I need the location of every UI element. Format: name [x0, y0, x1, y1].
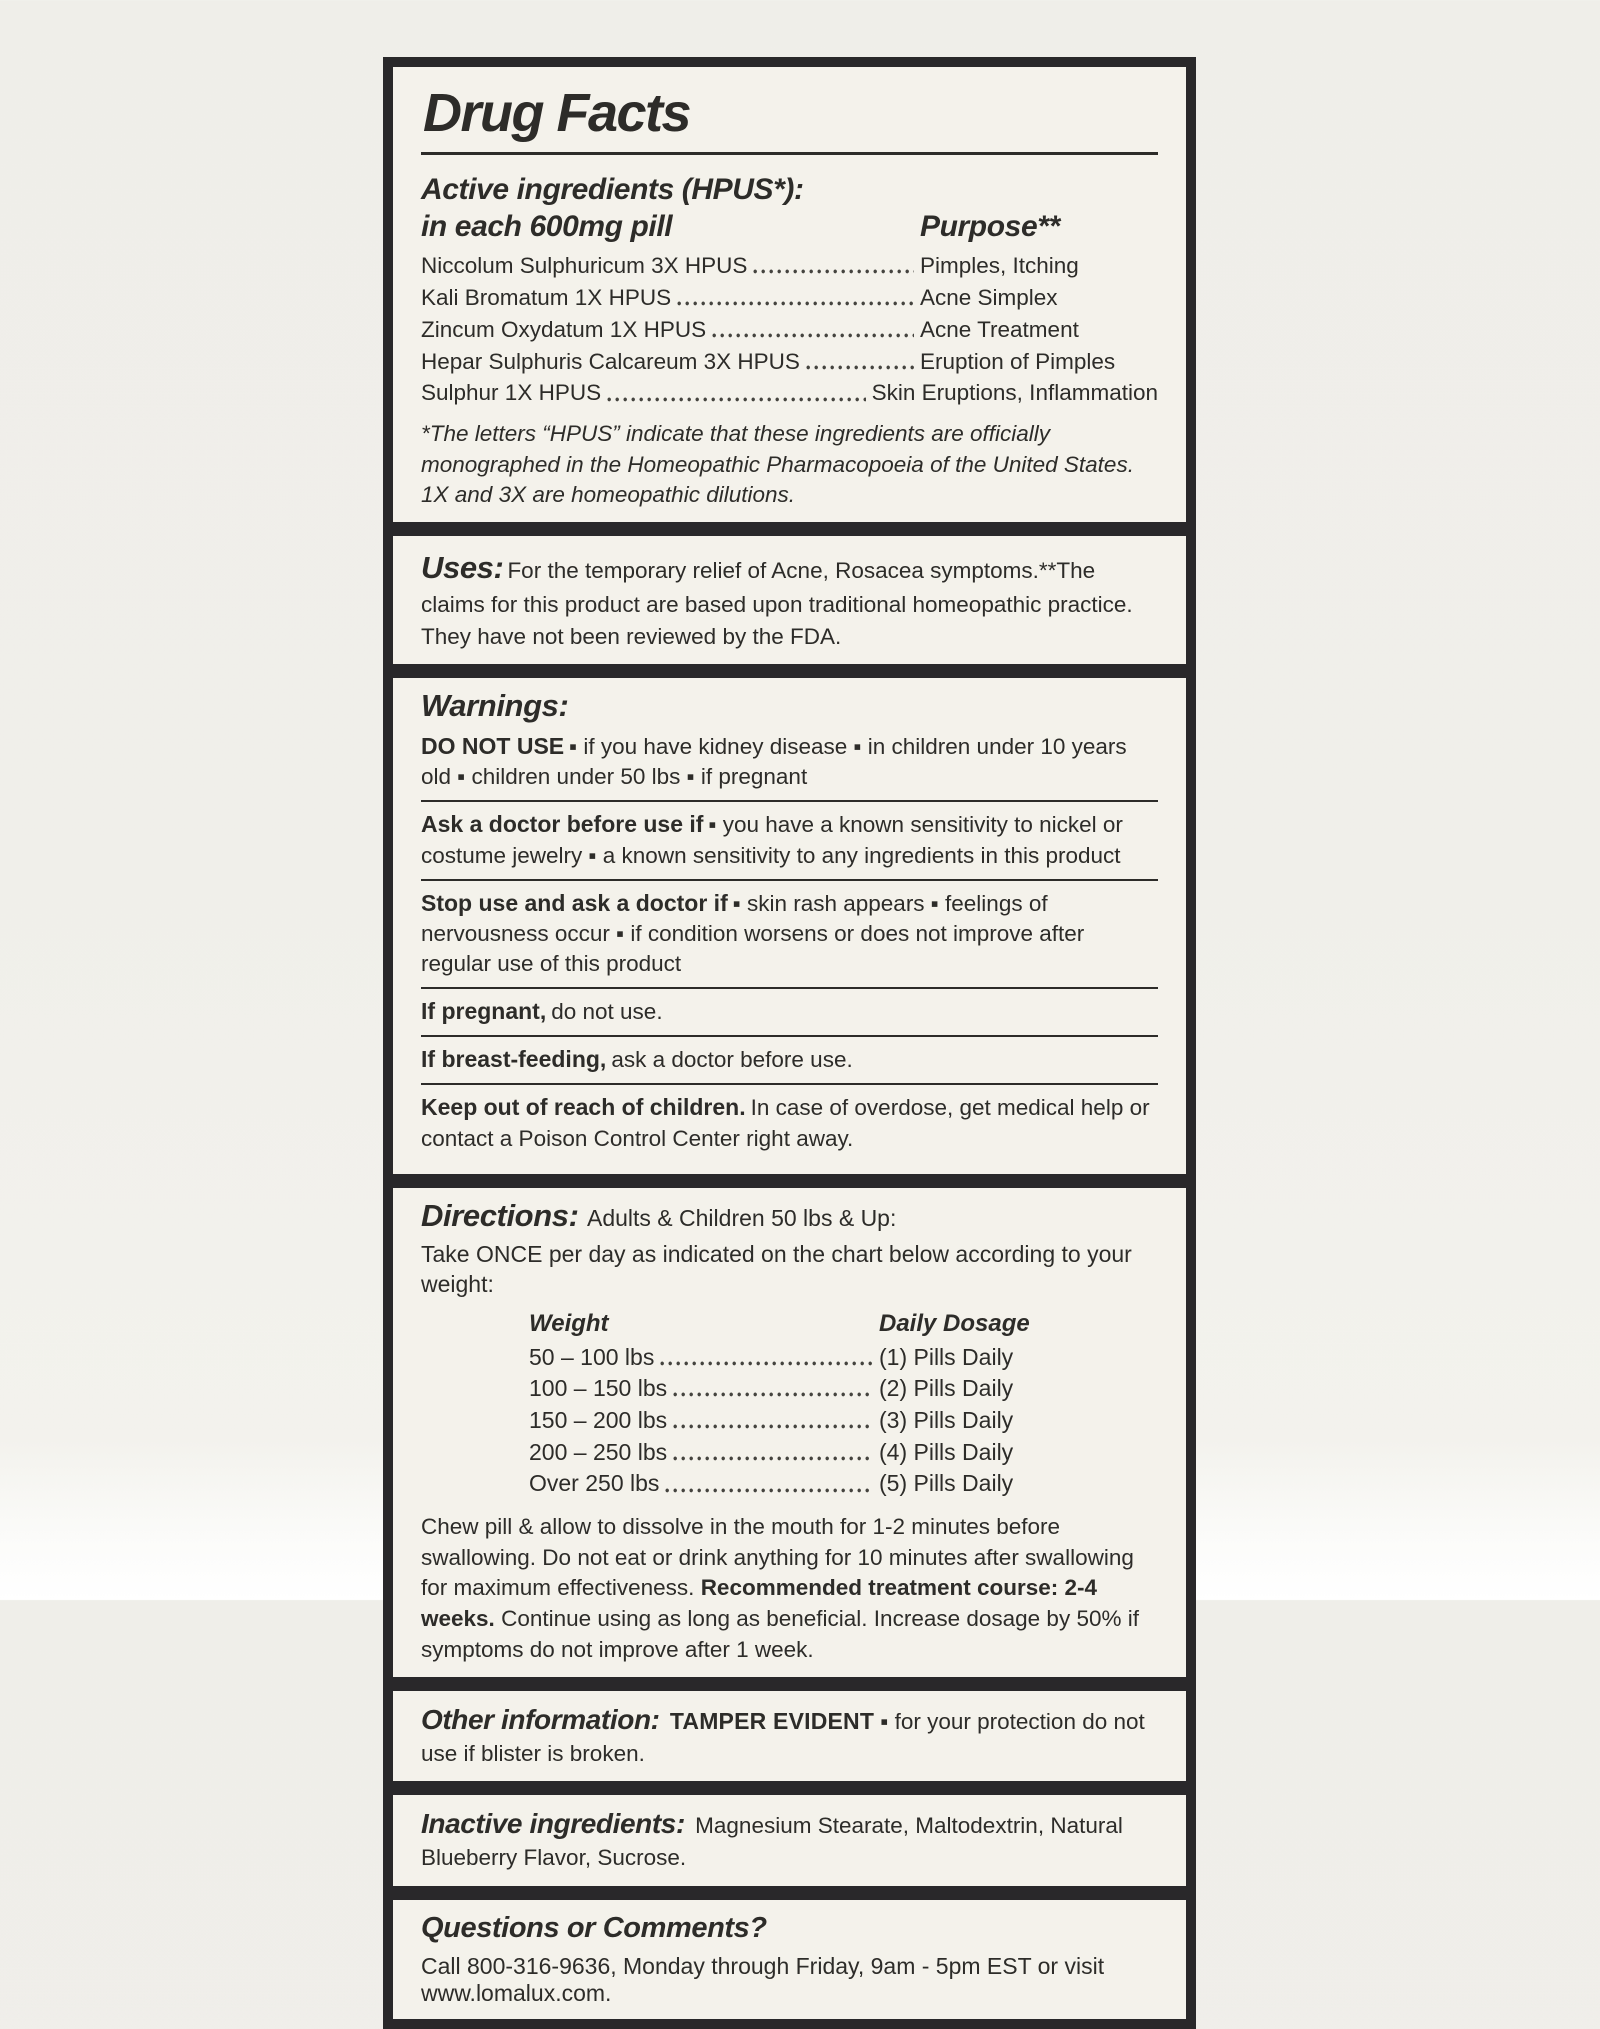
- ingredient-row: [421, 346, 1158, 378]
- active-ingredients-heading: Active ingredients (HPUS*):: [421, 172, 804, 206]
- ingredient-row: [421, 377, 1158, 409]
- section-divider: [393, 1886, 1186, 1900]
- warnings-heading: Warnings:: [421, 688, 569, 724]
- warning-text: ▪ skin rash appears ▪ feelings of nervousness occur ▪ if condition worsens or does not improve after regular use of this product: [421, 890, 1085, 977]
- warning-item: [421, 1035, 1158, 1083]
- dot-leader: [677, 282, 914, 314]
- dosage-weight: Over 250 lbs: [529, 1470, 660, 1497]
- warning-lead: If breast-feeding,: [421, 1046, 607, 1073]
- ingredient-row: [421, 250, 1158, 282]
- inactive-ingredients-heading: Inactive ingredients:: [421, 1808, 685, 1840]
- warning-text: In case of overdose, get medical help or contact a Poison Control Center right away.: [421, 1095, 1150, 1151]
- section-active-ingredients: [393, 67, 1186, 522]
- ingredient-purpose: Acne Simplex: [920, 284, 1058, 310]
- drug-facts-label: [383, 57, 1196, 2029]
- section-inactive-ingredients: [393, 1795, 1186, 1885]
- questions-contact-text: Call 800-316-9636, Monday through Friday, 9am - 5pm EST or visit www.lomalux.com.: [421, 1952, 1105, 2006]
- ingredient-name: Niccolum Sulphuricum 3X HPUS: [421, 252, 748, 278]
- warning-lead: Keep out of reach of children.: [421, 1094, 746, 1121]
- dosage-column-header: Daily Dosage: [879, 1309, 1030, 1337]
- warning-text: do not use.: [551, 999, 663, 1025]
- section-directions: [393, 1188, 1186, 1677]
- uses-paragraph: [421, 546, 1158, 652]
- dosage-row: [529, 1437, 1057, 1469]
- active-ingredients-subheading-row: [421, 208, 1158, 246]
- dosage-chart: [529, 1310, 1057, 1501]
- warning-item: [421, 1083, 1158, 1161]
- inactive-ingredients-paragraph: [421, 1805, 1158, 1873]
- section-divider: [393, 1781, 1186, 1795]
- other-information-paragraph: [421, 1701, 1158, 1769]
- dosage-weight: 150 – 200 lbs: [529, 1406, 668, 1433]
- questions-heading: Questions or Comments?: [421, 1911, 767, 1944]
- section-other-information: [393, 1691, 1186, 1781]
- directions-note-pre: Chew pill & allow to dissolve in the mouth for 1-2 minutes before swallowing. Do not eat or drink anything for 10 minutes after swallowing for maximum effectiveness.: [421, 1514, 1134, 1601]
- directions-heading: Directions:: [421, 1197, 579, 1233]
- warning-item: [421, 724, 1158, 800]
- ingredient-name: Sulphur 1X HPUS: [421, 380, 602, 406]
- directions-note-bold: Recommended treatment course: 2-4 weeks.: [421, 1575, 1098, 1631]
- section-divider: [393, 1677, 1186, 1691]
- section-uses: [393, 536, 1186, 664]
- other-information-text: ▪ for your protection do not use if blister is broken.: [421, 1709, 1145, 1766]
- purpose-heading: Purpose**: [920, 210, 1060, 244]
- other-information-heading: Other information:: [421, 1704, 660, 1736]
- directions-subheading: Adults & Children 50 lbs & Up:: [586, 1204, 897, 1231]
- dosage-value: (2) Pills Daily: [879, 1375, 1014, 1402]
- dot-leader: [665, 1468, 873, 1500]
- ingredient-name: Kali Bromatum 1X HPUS: [421, 284, 672, 310]
- directions-note-post: Continue using as long as beneficial. Increase dosage by 50% if symptoms do not improve after 1 week.: [421, 1605, 1139, 1662]
- dosage-weight: 200 – 250 lbs: [529, 1438, 668, 1465]
- dot-leader: [753, 250, 914, 282]
- uses-text: For the temporary relief of Acne, Rosacea symptoms.**The claims for this product are based upon traditional homeopathic practice. They have not been reviewed by the FDA.: [421, 557, 1133, 649]
- dot-leader: [673, 1373, 873, 1405]
- warning-text: ask a doctor before use.: [611, 1047, 853, 1073]
- ingredient-purpose: Pimples, Itching: [920, 252, 1079, 278]
- weight-column-header: Weight: [529, 1309, 609, 1337]
- ingredient-list: [421, 250, 1158, 410]
- tamper-evident-text: TAMPER EVIDENT: [669, 1708, 875, 1735]
- ingredient-purpose: Acne Treatment: [920, 316, 1079, 342]
- warning-item: [421, 800, 1158, 878]
- directions-intro: Take ONCE per day as indicated on the chart below according to your weight:: [421, 1240, 1132, 1297]
- warning-lead: Ask a doctor before use if: [421, 811, 704, 838]
- label-title: Drug Facts: [423, 83, 691, 143]
- uses-heading: Uses:: [421, 549, 504, 585]
- dosage-value: (3) Pills Daily: [879, 1406, 1014, 1433]
- ingredient-purpose: Eruption of Pimples: [920, 348, 1116, 374]
- warning-text: ▪ if you have kidney disease ▪ in children under 10 years old ▪ children under 50 lbs ▪ if pregnant: [421, 734, 1127, 790]
- section-warnings: [393, 678, 1186, 1174]
- dosage-weight: 50 – 100 lbs: [529, 1343, 655, 1370]
- dosage-row: [529, 1405, 1057, 1437]
- ingredient-purpose: Skin Eruptions, Inflammation: [871, 380, 1158, 406]
- dosage-row: [529, 1468, 1057, 1500]
- warning-lead: If pregnant,: [421, 998, 547, 1025]
- dosage-weight: 100 – 150 lbs: [529, 1375, 668, 1402]
- directions-heading-row: [421, 1198, 1158, 1234]
- dot-leader: [660, 1342, 873, 1374]
- ingredient-name: Hepar Sulphuris Calcareum 3X HPUS: [421, 348, 800, 374]
- dosage-value: (1) Pills Daily: [879, 1343, 1014, 1370]
- section-divider: [393, 1174, 1186, 1188]
- hpus-footnote: *The letters “HPUS” indicate that these ingredients are officially monographed in the Homeopathic Pharmacopoeia of the United States. 1X and 3X are homeopathic dilutions.: [421, 421, 1134, 507]
- warning-item: [421, 879, 1158, 987]
- ingredient-row: [421, 282, 1158, 314]
- dot-leader: [712, 314, 914, 346]
- per-pill-heading: in each 600mg pill: [421, 210, 673, 244]
- dot-leader: [673, 1405, 873, 1437]
- dot-leader: [673, 1437, 873, 1469]
- warning-lead: Stop use and ask a doctor if: [421, 889, 728, 916]
- dot-leader: [607, 377, 866, 409]
- section-divider: [393, 664, 1186, 678]
- warning-item: [421, 987, 1158, 1035]
- ingredient-row: [421, 314, 1158, 346]
- warning-text: ▪ you have a known sensitivity to nickel or costume jewelry ▪ a known sensitivity to any ingredients in this product: [421, 812, 1123, 868]
- dosage-value: (5) Pills Daily: [879, 1470, 1014, 1497]
- section-divider: [393, 522, 1186, 536]
- section-questions: [393, 1900, 1186, 2019]
- dosage-row: [529, 1342, 1057, 1374]
- dosage-chart-header-row: [529, 1310, 1057, 1338]
- directions-note: [421, 1512, 1158, 1665]
- dosage-value: (4) Pills Daily: [879, 1438, 1014, 1465]
- warning-lead: DO NOT USE: [421, 733, 565, 760]
- ingredient-name: Zincum Oxydatum 1X HPUS: [421, 316, 707, 342]
- inactive-ingredients-text: Magnesium Stearate, Maltodextrin, Natural Blueberry Flavor, Sucrose.: [421, 1813, 1123, 1871]
- dot-leader: [806, 346, 914, 378]
- dosage-row: [529, 1373, 1057, 1405]
- title-rule: [421, 152, 1158, 155]
